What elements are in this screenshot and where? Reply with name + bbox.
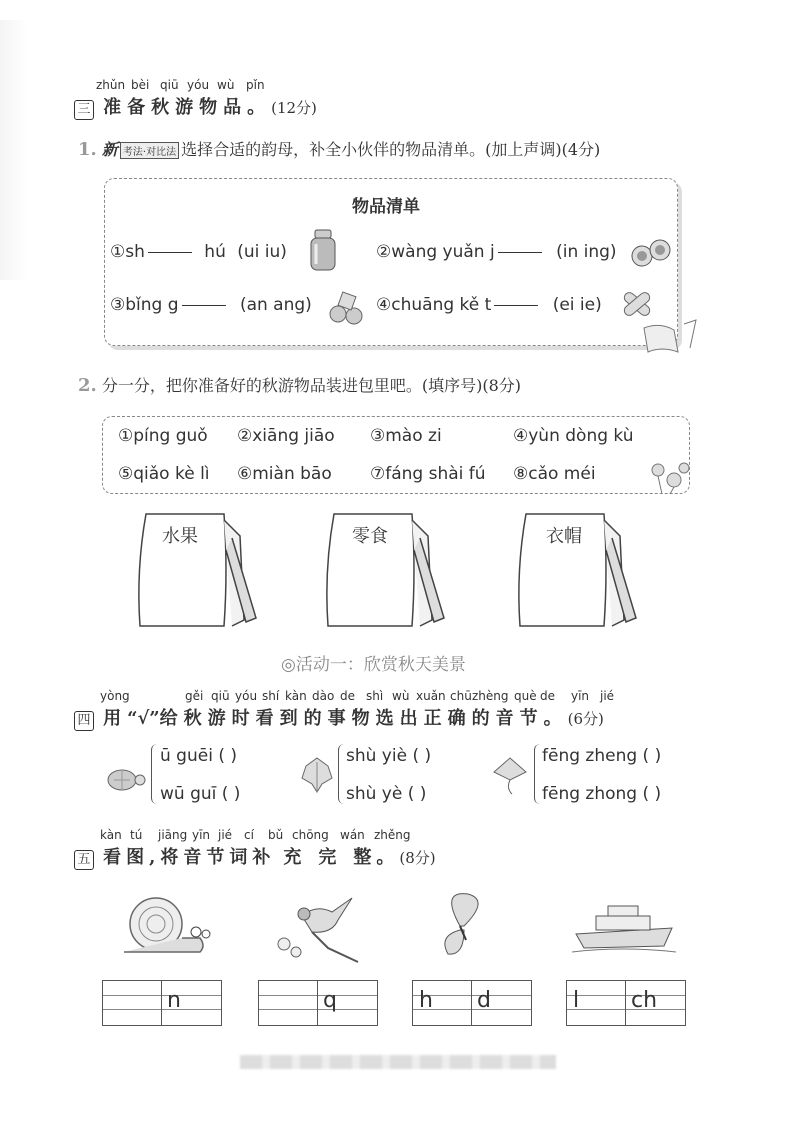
option-2: ②xiāng jiāo [237, 426, 335, 446]
ship-icon [572, 898, 676, 954]
blurred-footer [240, 1055, 556, 1069]
box1-right: n [167, 988, 181, 1013]
box4-left: l [573, 988, 580, 1013]
butterfly-icon [430, 890, 496, 960]
water-bottle-icon [308, 228, 338, 272]
turtle-option-2[interactable]: wū guī ( ) [160, 784, 241, 804]
box3-right: d [477, 988, 491, 1013]
option-3: ③mào zi [370, 426, 442, 446]
box4-right: ch [631, 988, 658, 1013]
leaf-option-2[interactable]: shù yè ( ) [346, 784, 427, 804]
option-6: ⑥miàn bāo [237, 464, 332, 484]
method-tag: 考法·对比法 [120, 142, 179, 159]
snail-icon [116, 892, 212, 958]
list-item-2: ②wàng yuǎn j (in ing) [376, 242, 617, 262]
option-4: ④yùn dòng kù [513, 426, 634, 446]
q1-prompt: 1. 新 考法·对比法 选择合适的韵母，补全小伙伴的物品清单。(加上声调)(4分) [78, 139, 601, 160]
box3-left: h [419, 988, 433, 1013]
list-title: 物品清单 [352, 197, 420, 217]
activity-title: ◎活动一：欣赏秋天美景 [281, 655, 466, 675]
option-1: ①píng guǒ [118, 426, 208, 446]
section5-heading: 五 看图,将音节词补 充 完 整。(8分) [74, 843, 436, 870]
page-margin-shade [0, 20, 28, 280]
bag-label-fruit: 水果 [162, 526, 198, 547]
answer-blank[interactable] [494, 304, 538, 306]
option-8: ⑧cǎo méi [513, 464, 596, 484]
scroll-curl-icon [640, 318, 698, 358]
answer-blank[interactable] [182, 304, 226, 306]
writing-box-1[interactable] [102, 980, 222, 1026]
bandage-icon [618, 286, 656, 322]
bag-label-clothes: 衣帽 [546, 526, 582, 547]
writing-box-4[interactable] [566, 980, 686, 1026]
kite-option-1[interactable]: fēng zheng ( ) [542, 746, 662, 766]
leaf-option-1[interactable]: shù yiè ( ) [346, 746, 432, 766]
cookies-icon [328, 290, 366, 326]
list-item-4: ④chuāng kě t (ei ie) [376, 295, 602, 315]
section4-badge: 四 [74, 711, 94, 731]
section3-heading: 三 准备秋游物品。(12分) [74, 93, 317, 120]
turtle-option-1[interactable]: ū guēi ( ) [160, 746, 237, 766]
flowers-icon [646, 456, 692, 496]
q2-prompt: 2. 分一分，把你准备好的秋游物品装进包里吧。(填序号)(8分) [78, 375, 522, 396]
brace-1 [151, 744, 160, 804]
answer-blank[interactable] [148, 251, 192, 253]
writing-box-2[interactable] [258, 980, 378, 1026]
bird-icon [272, 886, 360, 966]
answer-blank[interactable] [498, 251, 542, 253]
kite-option-2[interactable]: fēng zhong ( ) [542, 784, 662, 804]
section4-heading: 四 用“√”给秋游时看到的事物选出正确的音节。(6分) [74, 704, 604, 731]
box2-right: q [323, 988, 337, 1013]
writing-box-3[interactable] [412, 980, 532, 1026]
section3-badge: 三 [74, 100, 94, 120]
turtle-icon [100, 764, 146, 794]
list-item-1: ①sh hú (ui iu) [110, 242, 287, 262]
kite-icon [488, 756, 532, 796]
list-item-3: ③bǐng g (an ang) [110, 295, 312, 315]
option-5: ⑤qiǎo kè lì [118, 464, 210, 484]
option-7: ⑦fáng shài fú [370, 464, 486, 484]
binoculars-icon [630, 236, 672, 270]
bag-label-snack: 零食 [352, 526, 388, 547]
leaf-icon [300, 756, 334, 794]
section5-badge: 五 [74, 850, 94, 870]
